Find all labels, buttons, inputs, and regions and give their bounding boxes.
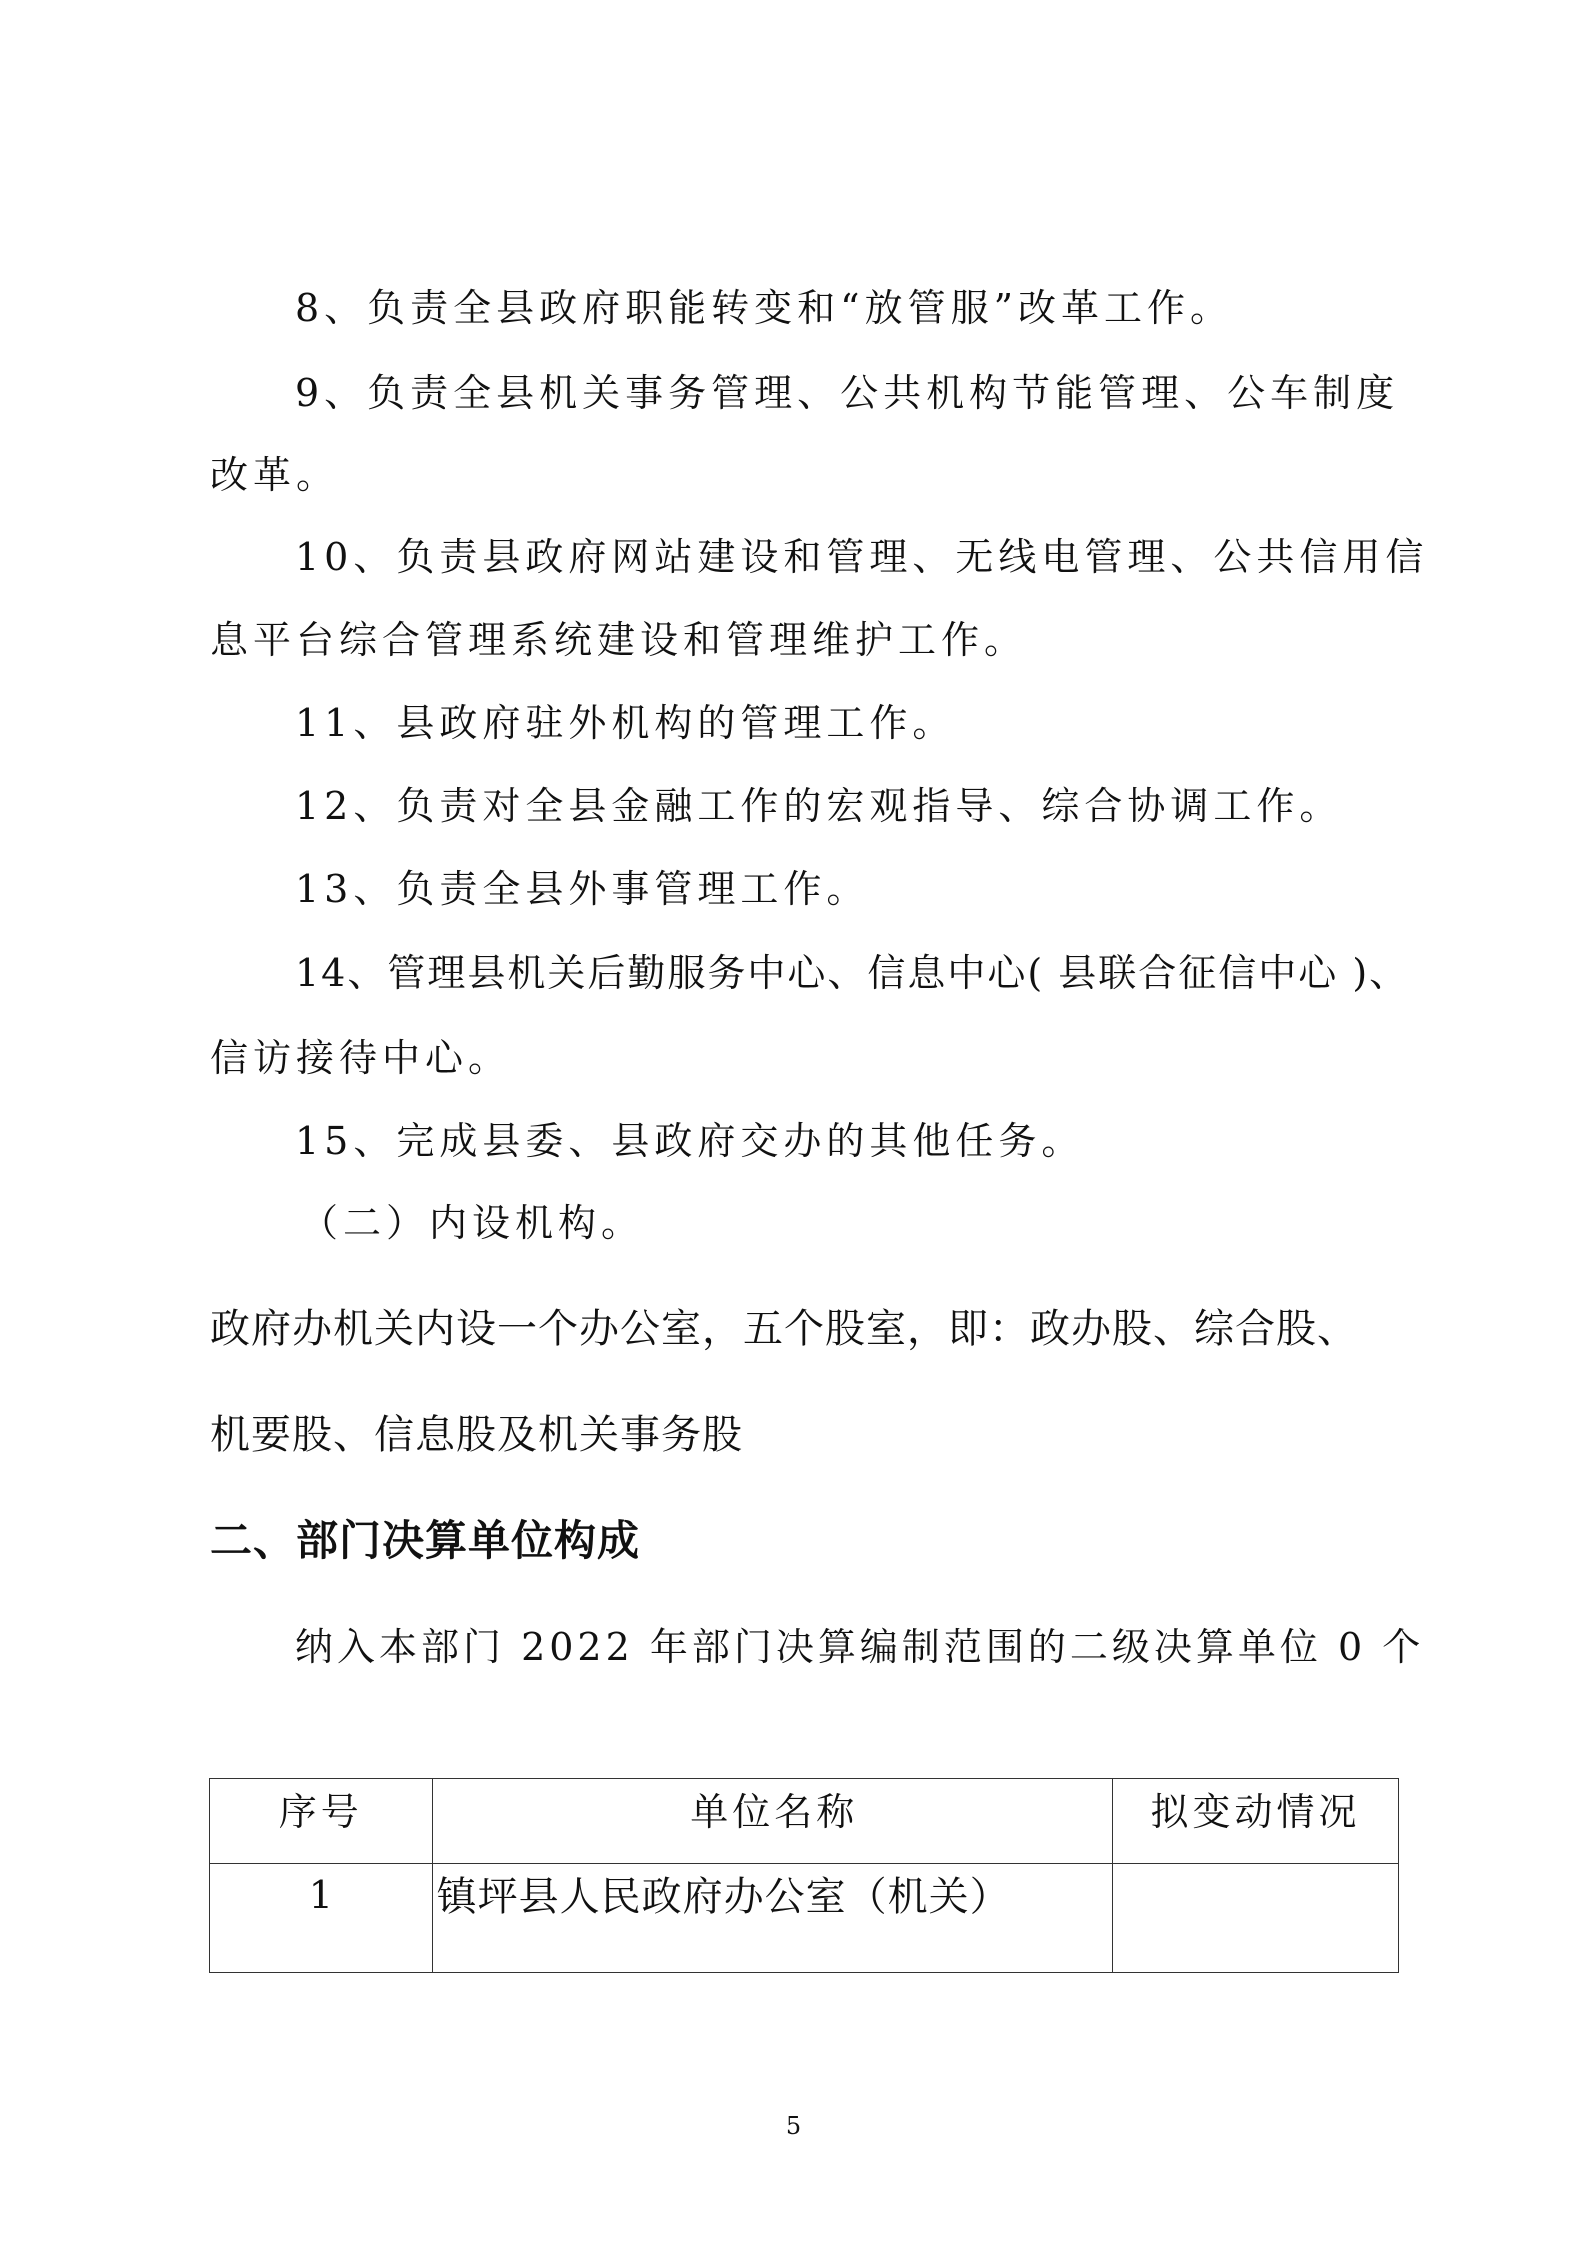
header-no: 序号	[210, 1779, 433, 1864]
cell-change	[1112, 1864, 1398, 1973]
paragraph-item-14-line1: 14、管理县机关后勤服务中心、信息中心( 县联合征信中心 )、	[295, 951, 1410, 995]
table-header-row	[210, 1779, 1399, 1864]
sub-heading-internal-structure: （二）内设机构。	[300, 1201, 645, 1245]
paragraph-item-15: 15、完成县委、县政府交办的其他任务。	[295, 1119, 1085, 1163]
page-number: 5	[785, 2112, 802, 2140]
paragraph-item-10-line2: 息平台综合管理系统建设和管理维护工作。	[210, 618, 1028, 662]
paragraph-item-8: 8、负责全县政府职能转变和“放管服”改革工作。	[295, 286, 1234, 330]
paragraph-item-9-line1: 9、负责全县机关事务管理、公共机构节能管理、公车制度	[295, 371, 1400, 415]
cell-unit-name	[432, 1864, 1112, 1973]
units-table	[209, 1778, 1399, 1973]
internal-structure-text-line1: 政府办机关内设一个办公室，五个股室，即：政办股、综合股、	[210, 1306, 1358, 1352]
paragraph-item-10-line1: 10、负责县政府网站建设和管理、无线电管理、公共信用信	[295, 535, 1429, 579]
paragraph-item-12: 12、负责对全县金融工作的宏观指导、综合协调工作。	[295, 784, 1343, 828]
section-intro: 纳入本部门 2022 年部门决算编制范围的二级决算单位 0 个	[295, 1625, 1425, 1669]
paragraph-item-9-line2: 改革。	[210, 453, 340, 497]
paragraph-item-11: 11、县政府驻外机构的管理工作。	[295, 701, 956, 745]
header-change: 拟变动情况	[1112, 1779, 1398, 1864]
internal-structure-text-line2: 机要股、信息股及机关事务股	[210, 1412, 743, 1458]
section-heading: 二、部门决算单位构成	[210, 1516, 641, 1565]
table-row	[210, 1864, 1399, 1973]
unit-name-text: 镇坪县人民政府办公室（机关）	[436, 1874, 1011, 1920]
header-unit-name: 单位名称	[432, 1779, 1112, 1864]
paragraph-item-13: 13、负责全县外事管理工作。	[295, 867, 870, 911]
paragraph-item-14-line2: 信访接待中心。	[210, 1036, 512, 1080]
cell-no: 1	[210, 1864, 433, 1973]
